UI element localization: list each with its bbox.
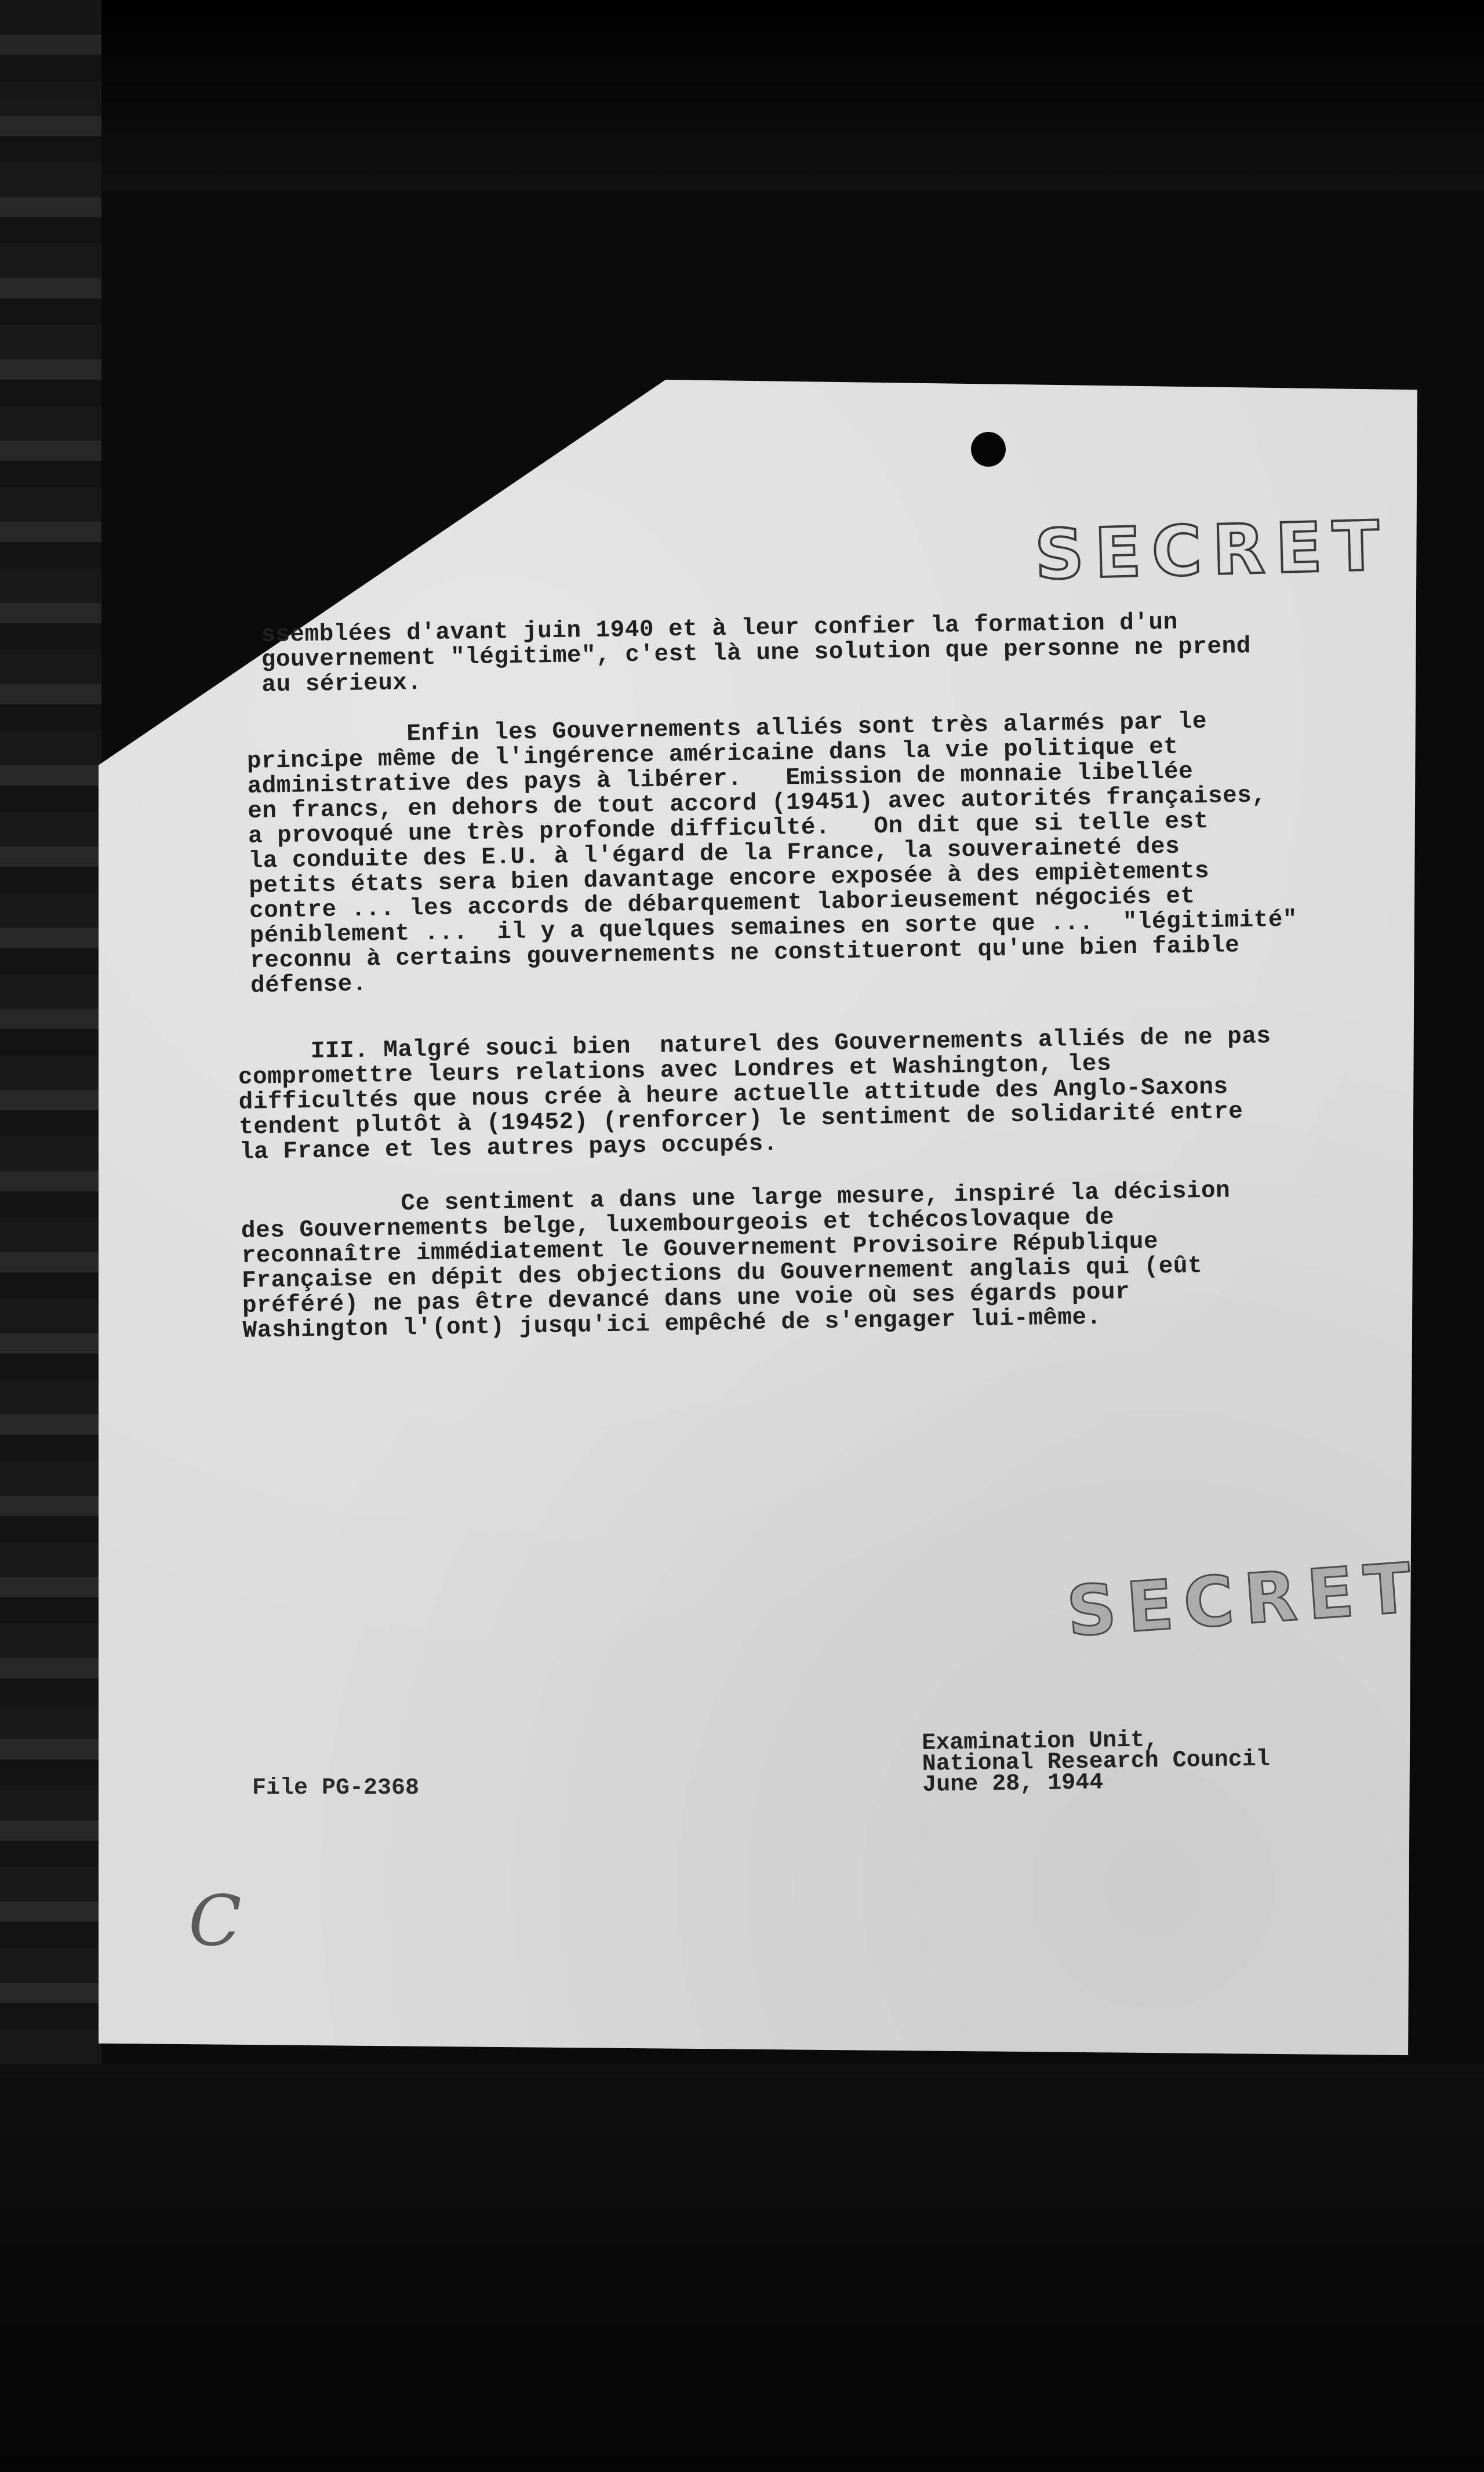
signature-block: Examination Unit, National Research Council June 28, 1944 [921, 1727, 1271, 1798]
paragraph-1: ssemblées d'avant juin 1940 et à leur confier la formation d'un gouvernement "légitime", c'est là une solution que personne ne prend au sérieux. [260, 609, 1252, 699]
paragraph-2: Enfin les Gouvernements alliés sont très alarmés par le principe même de l'ingérence américaine dans la vie politique et administrative des pays à libérer. Emission de monnaie libellée en francs, en dehors de tout accord (19451) avec autorités françaises, a provoqué une très profonde difficulté. On dit que si telle est la conduite des E.U. à l'égard de la France, la souveraineté des petits états sera bien davantage encore exposée à des empiètements contre ... les accords de débarquement laborieusement négociés et péniblement ... il y a quelques semaines en sorte que ... "légitimité" reconnu à certains gouvernements ne constitueront qu'une bien faible défense. [246, 708, 1298, 999]
microfilm-top-border [0, 0, 1484, 191]
handwritten-mark: C [188, 1881, 242, 1962]
secret-stamp-bottom: SECRET [1064, 1547, 1424, 1652]
punch-hole [971, 432, 1006, 467]
microfilm-bottom-border [0, 2064, 1484, 2472]
paragraph-4: Ce sentiment a dans une large mesure, inspiré la décision des Gouvernements belge, luxembourgeois et tchécoslovaque de reconnaître immédiatement le Gouvernement Provisoire République Française en dépit des objections du Gouvernement anglais qui (eût préféré) ne pas être devancé dans une voie où ses égards pour Washington l'(ont) jusqu'ici empêché de s'engager lui-même. [240, 1177, 1231, 1344]
paragraph-3: III. Malgré souci bien naturel des Gouvernements alliés de ne pas compromettre leurs relations avec Londres et Washington, les difficultés que nous crée à heure actuelle attitude des Anglo-Saxons tendent plutôt à (19452) (renforcer) le sentiment de solidarité entre la France et les autres pays occupés. [237, 1023, 1271, 1166]
file-reference: File PG-2368 [252, 1775, 420, 1801]
secret-stamp-top: SECRET [1034, 506, 1391, 595]
